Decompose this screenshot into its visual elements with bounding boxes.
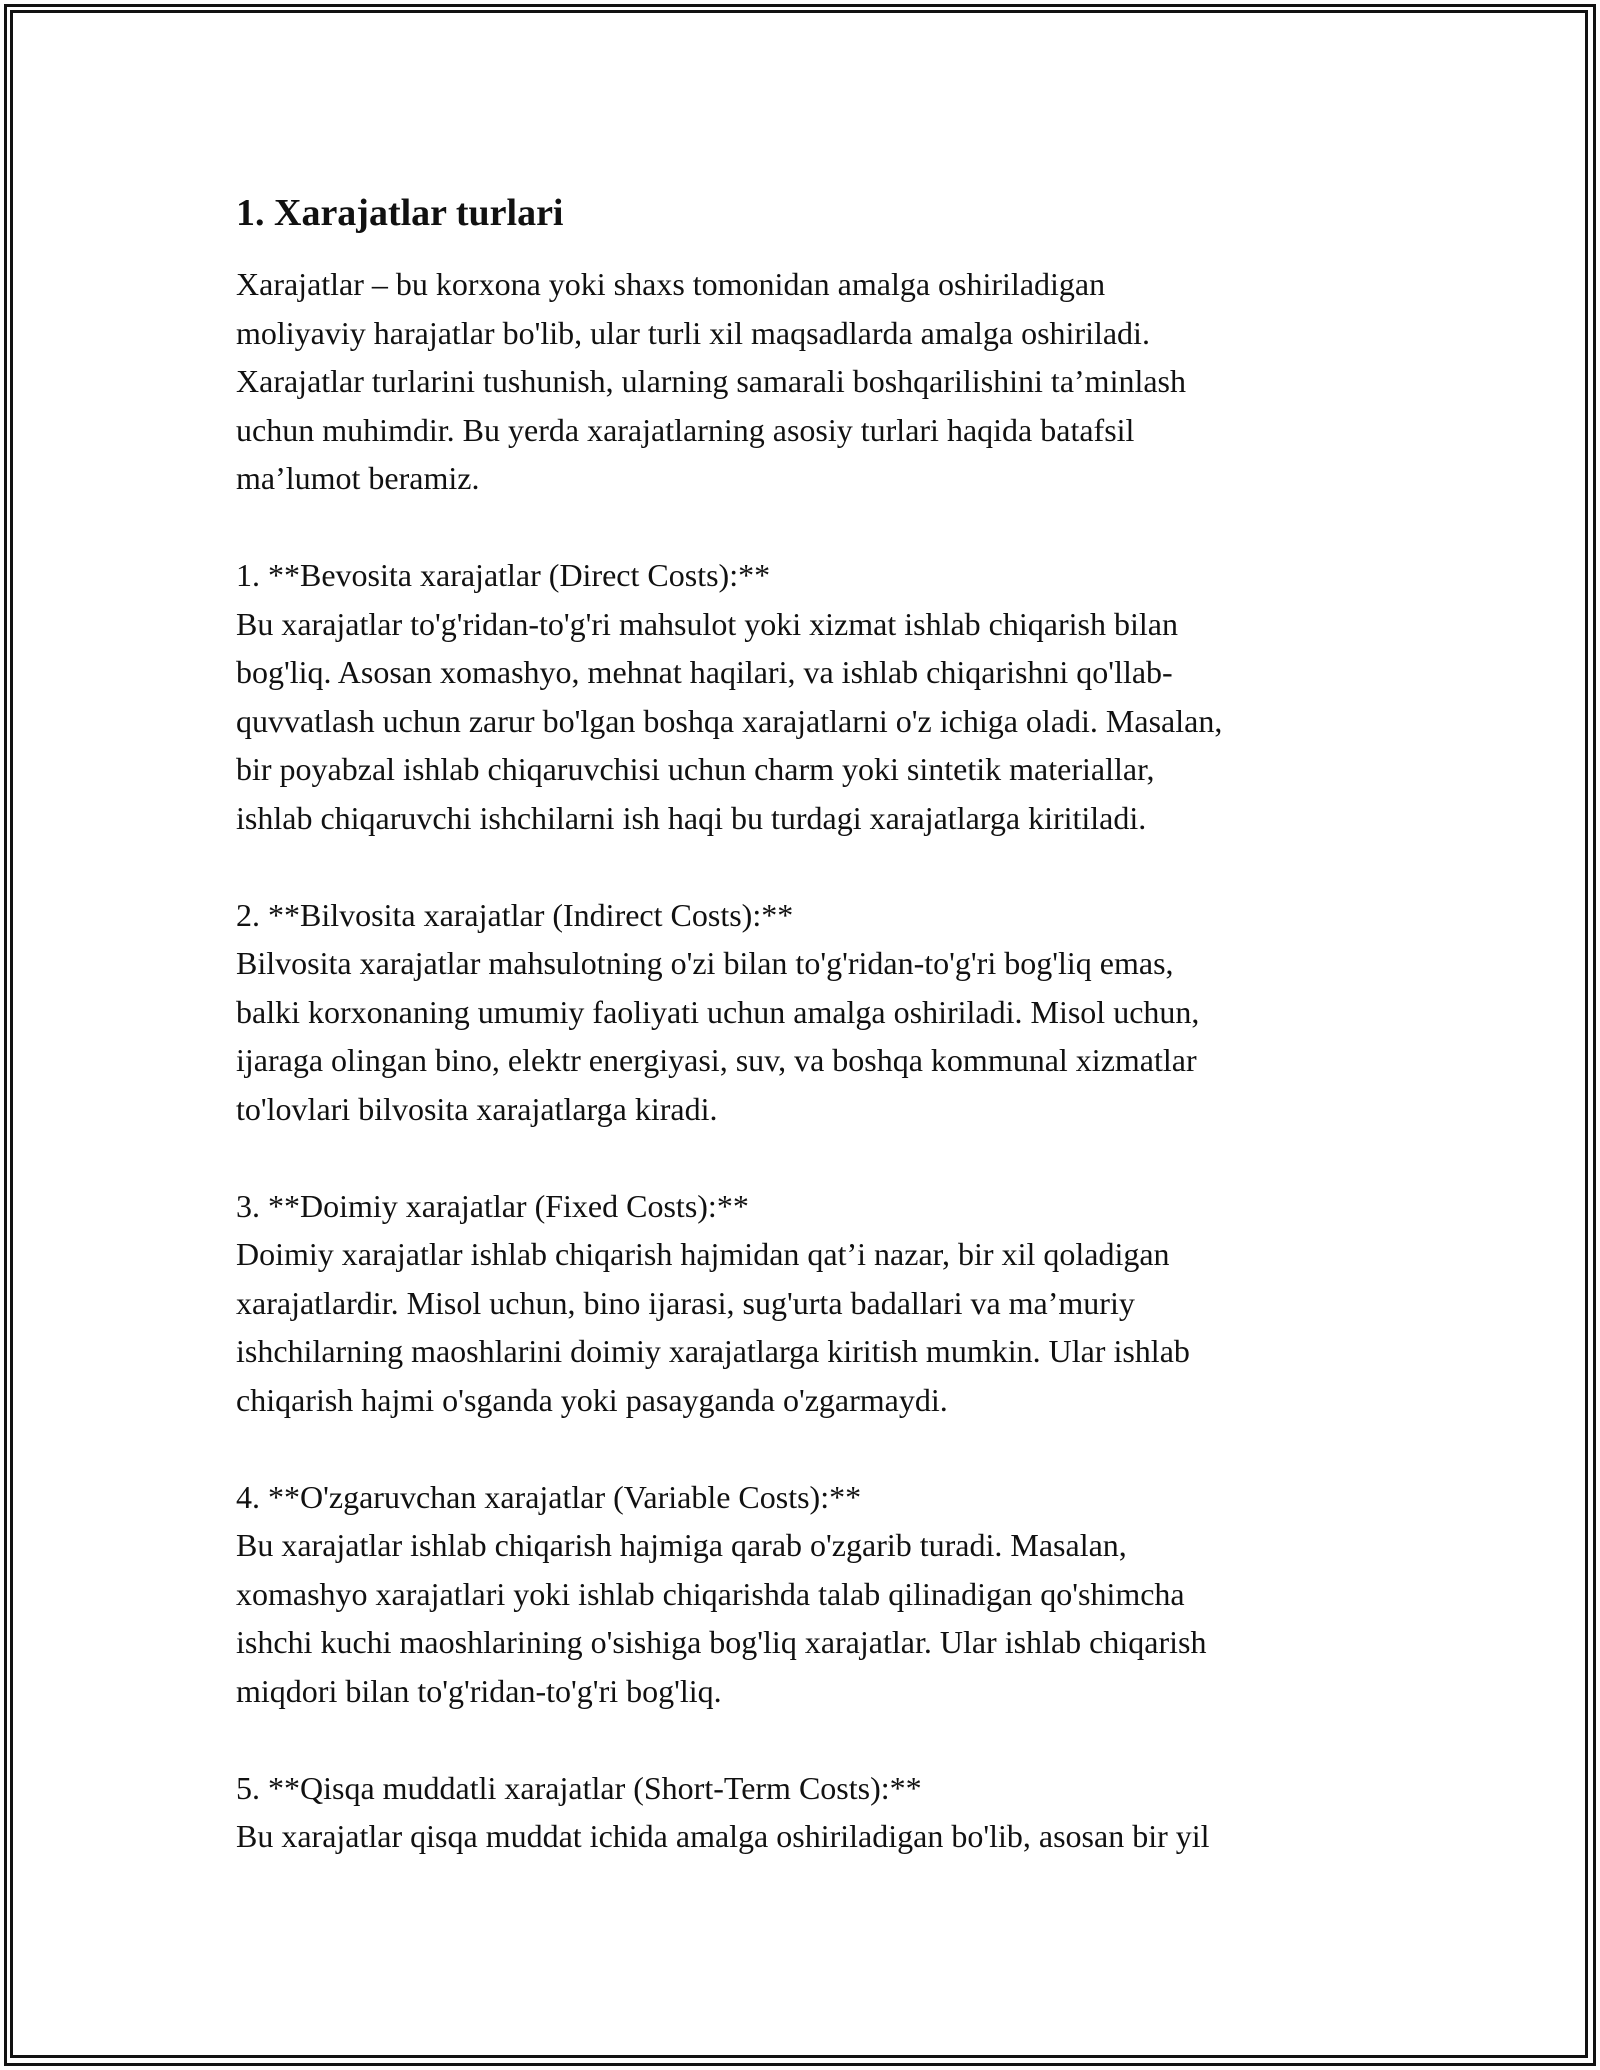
section-body: Doimiy xarajatlar ishlab chiqarish hajmidan qat’i nazar, bir xil qoladigan xarajatlardir. Misol uchun, bino ijarasi, sug'urta badallari va ma’muriy ishchilarning maoshlarini doimiy xarajatlarga kiritish mumkin. Ular ishlab chiqarish hajmi o'sganda yoki pasayganda o'zgarmaydi. (236, 1236, 1190, 1418)
section-short-term-costs (236, 1764, 1376, 1861)
section-heading: 3. **Doimiy xarajatlar (Fixed Costs):** (236, 1187, 749, 1224)
section-body: Bu xarajatlar ishlab chiqarish hajmiga qarab o'zgarib turadi. Masalan, xomashyo xarajatlari yoki ishlab chiqarishda talab qilinadigan qo'shimcha ishchi kuchi maoshlarining o'sishiga bog'liq xarajatlar. Ular ishlab chiqarish miqdori bilan to'g'ridan-to'g'ri bog'liq. (236, 1527, 1207, 1709)
section-body: Bu xarajatlar to'g'ridan-to'g'ri mahsulot yoki xizmat ishlab chiqarish bilan bog'liq. Asosan xomashyo, mehnat haqilari, va ishlab chiqarishni qo'llab- quvvatlash uchun zarur bo'lgan boshqa xarajatlarni o'z ichiga oladi. Masalan, bir poyabzal ishlab chiqaruvchisi uchun charm yoki sintetik materiallar, ishlab chiqaruvchi ishchilarni ish haqi bu turdagi xarajatlarga kiritiladi. (236, 605, 1223, 836)
section-indirect-costs (236, 891, 1376, 1134)
intro-paragraph: Xarajatlar – bu korxona yoki shaxs tomonidan amalga oshiriladigan moliyaviy harajatlar bo'lib, ular turli xil maqsadlarda amalga oshiriladi. Xarajatlar turlarini tushunish, ularning samarali boshqarilishini ta’minlash uchun muhimdir. Bu yerda xarajatlarning asosiy turlari haqida batafsil ma’lumot beramiz. (236, 266, 1186, 496)
section-heading: 2. **Bilvosita xarajatlar (Indirect Costs):** (236, 896, 794, 933)
section-body: Bilvosita xarajatlar mahsulotning o'zi bilan to'g'ridan-to'g'ri bog'liq emas, balki korxonaning umumiy faoliyati uchun amalga oshiriladi. Misol uchun, ijaraga olingan bino, elektr energiyasi, suv, va boshqa kommunal xizmatlar to'lovlari bilvosita xarajatlarga kiradi. (236, 945, 1200, 1127)
section-heading: 4. **O'zgaruvchan xarajatlar (Variable Costs):** (236, 1478, 862, 1515)
section-fixed-costs (236, 1182, 1376, 1425)
section-direct-costs (236, 551, 1376, 842)
document-content (236, 186, 1376, 1861)
section-heading: 1. **Bevosita xarajatlar (Direct Costs):** (236, 557, 771, 593)
section-body: Bu xarajatlar qisqa muddat ichida amalga oshiriladigan bo'lib, asosan bir yil (236, 1818, 1210, 1854)
section-variable-costs (236, 1473, 1376, 1716)
section-heading: 5. **Qisqa muddatli xarajatlar (Short-Term Costs):** (236, 1769, 922, 1806)
page-title: 1. Xarajatlar turlari (236, 192, 564, 234)
